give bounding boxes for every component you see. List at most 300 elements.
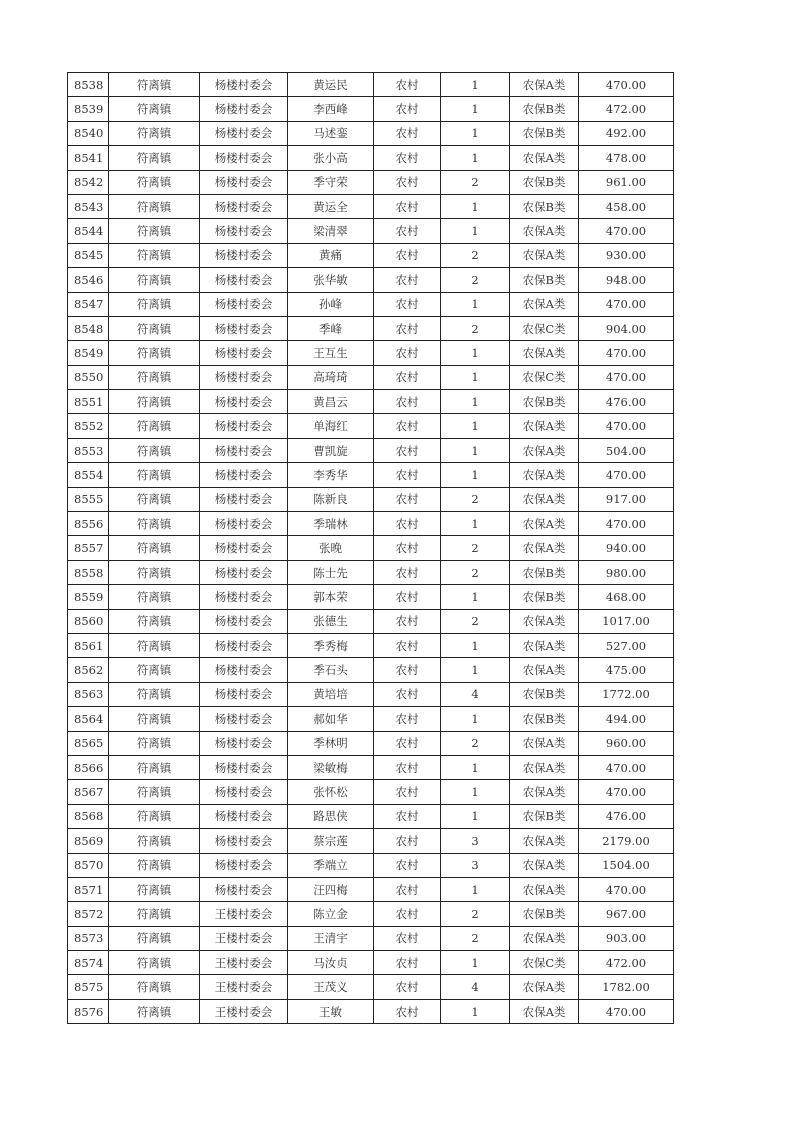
person-name-cell: 马汝贞 [288,951,374,975]
table-row [68,438,674,462]
amount-cell: 948.00 [579,268,674,292]
person-name-cell: 马述銮 [288,121,374,145]
town-cell: 符离镇 [109,609,200,633]
area-type-cell: 农村 [374,121,441,145]
person-name-cell: 高琦琦 [288,365,374,389]
town-cell: 符离镇 [109,926,200,950]
town-cell: 符离镇 [109,853,200,877]
insurance-category-cell: 农保A类 [510,731,579,755]
person-name-cell: 黄昌云 [288,390,374,414]
town-cell: 符离镇 [109,536,200,560]
insurance-category-cell: 农保B类 [510,585,579,609]
town-cell: 符离镇 [109,633,200,657]
area-type-cell: 农村 [374,829,441,853]
village-committee-cell: 杨楼村委会 [200,390,288,414]
insurance-category-cell: 农保B类 [510,560,579,584]
amount-cell: 917.00 [579,487,674,511]
data-table [67,72,674,1024]
household-size-cell: 1 [441,512,510,536]
person-name-cell: 季峰 [288,316,374,340]
household-size-cell: 3 [441,853,510,877]
insurance-category-cell: 农保A类 [510,536,579,560]
area-type-cell: 农村 [374,219,441,243]
household-size-cell: 1 [441,804,510,828]
town-cell: 符离镇 [109,951,200,975]
table-row [68,633,674,657]
amount-cell: 468.00 [579,585,674,609]
amount-cell: 470.00 [579,341,674,365]
person-name-cell: 张华敏 [288,268,374,292]
village-committee-cell: 王楼村委会 [200,902,288,926]
household-size-cell: 1 [441,219,510,243]
amount-cell: 492.00 [579,121,674,145]
town-cell: 符离镇 [109,194,200,218]
amount-cell: 527.00 [579,633,674,657]
amount-cell: 472.00 [579,951,674,975]
person-name-cell: 张德生 [288,609,374,633]
insurance-category-cell: 农保A类 [510,853,579,877]
area-type-cell: 农村 [374,512,441,536]
person-name-cell: 单海红 [288,414,374,438]
person-name-cell: 蔡宗莲 [288,829,374,853]
town-cell: 符离镇 [109,390,200,414]
area-type-cell: 农村 [374,926,441,950]
row-number-cell: 8564 [68,707,109,731]
amount-cell: 470.00 [579,755,674,779]
household-size-cell: 1 [441,121,510,145]
person-name-cell: 郭本荣 [288,585,374,609]
person-name-cell: 梁敏梅 [288,755,374,779]
row-number-cell: 8571 [68,877,109,901]
row-number-cell: 8548 [68,316,109,340]
village-committee-cell: 杨楼村委会 [200,853,288,877]
row-number-cell: 8573 [68,926,109,950]
amount-cell: 903.00 [579,926,674,950]
area-type-cell: 农村 [374,463,441,487]
table-row [68,512,674,536]
row-number-cell: 8576 [68,999,109,1023]
row-number-cell: 8563 [68,682,109,706]
person-name-cell: 陈新良 [288,487,374,511]
household-size-cell: 2 [441,902,510,926]
household-size-cell: 1 [441,658,510,682]
person-name-cell: 郝如华 [288,707,374,731]
area-type-cell: 农村 [374,853,441,877]
amount-cell: 504.00 [579,438,674,462]
table-row [68,902,674,926]
table-row [68,585,674,609]
row-number-cell: 8541 [68,146,109,170]
person-name-cell: 季端立 [288,853,374,877]
insurance-category-cell: 农保B类 [510,170,579,194]
person-name-cell: 季守荣 [288,170,374,194]
row-number-cell: 8538 [68,73,109,97]
village-committee-cell: 杨楼村委会 [200,243,288,267]
insurance-category-cell: 农保A类 [510,292,579,316]
row-number-cell: 8560 [68,609,109,633]
village-committee-cell: 杨楼村委会 [200,438,288,462]
amount-cell: 470.00 [579,512,674,536]
insurance-category-cell: 农保A类 [510,463,579,487]
row-number-cell: 8542 [68,170,109,194]
area-type-cell: 农村 [374,365,441,389]
town-cell: 符离镇 [109,219,200,243]
area-type-cell: 农村 [374,585,441,609]
insurance-category-cell: 农保A类 [510,487,579,511]
table-row [68,731,674,755]
area-type-cell: 农村 [374,268,441,292]
household-size-cell: 4 [441,682,510,706]
table-row [68,609,674,633]
area-type-cell: 农村 [374,170,441,194]
amount-cell: 904.00 [579,316,674,340]
amount-cell: 961.00 [579,170,674,194]
table-row [68,658,674,682]
household-size-cell: 1 [441,97,510,121]
row-number-cell: 8546 [68,268,109,292]
household-size-cell: 1 [441,390,510,414]
row-number-cell: 8554 [68,463,109,487]
amount-cell: 470.00 [579,365,674,389]
area-type-cell: 农村 [374,560,441,584]
town-cell: 符离镇 [109,829,200,853]
village-committee-cell: 杨楼村委会 [200,682,288,706]
table-row [68,243,674,267]
table-row [68,853,674,877]
amount-cell: 458.00 [579,194,674,218]
amount-cell: 470.00 [579,999,674,1023]
insurance-category-cell: 农保C类 [510,365,579,389]
town-cell: 符离镇 [109,243,200,267]
area-type-cell: 农村 [374,951,441,975]
area-type-cell: 农村 [374,755,441,779]
village-committee-cell: 杨楼村委会 [200,633,288,657]
person-name-cell: 陈立金 [288,902,374,926]
insurance-category-cell: 农保A类 [510,999,579,1023]
person-name-cell: 陈士先 [288,560,374,584]
person-name-cell: 黄运民 [288,73,374,97]
area-type-cell: 农村 [374,633,441,657]
insurance-category-cell: 农保A类 [510,926,579,950]
table-row [68,780,674,804]
area-type-cell: 农村 [374,146,441,170]
table-row [68,560,674,584]
household-size-cell: 1 [441,755,510,779]
household-size-cell: 4 [441,975,510,999]
row-number-cell: 8568 [68,804,109,828]
area-type-cell: 农村 [374,414,441,438]
town-cell: 符离镇 [109,755,200,779]
row-number-cell: 8547 [68,292,109,316]
area-type-cell: 农村 [374,390,441,414]
area-type-cell: 农村 [374,682,441,706]
household-size-cell: 1 [441,194,510,218]
town-cell: 符离镇 [109,560,200,584]
area-type-cell: 农村 [374,341,441,365]
row-number-cell: 8555 [68,487,109,511]
row-number-cell: 8572 [68,902,109,926]
table-row [68,170,674,194]
household-size-cell: 1 [441,463,510,487]
area-type-cell: 农村 [374,999,441,1023]
town-cell: 符离镇 [109,73,200,97]
household-size-cell: 1 [441,707,510,731]
area-type-cell: 农村 [374,438,441,462]
insurance-category-cell: 农保B类 [510,902,579,926]
village-committee-cell: 杨楼村委会 [200,292,288,316]
table-row [68,999,674,1023]
insurance-category-cell: 农保A类 [510,755,579,779]
town-cell: 符离镇 [109,658,200,682]
table-row [68,268,674,292]
person-name-cell: 曹凯旋 [288,438,374,462]
row-number-cell: 8565 [68,731,109,755]
village-committee-cell: 王楼村委会 [200,926,288,950]
household-size-cell: 1 [441,73,510,97]
amount-cell: 470.00 [579,73,674,97]
household-size-cell: 1 [441,341,510,365]
household-size-cell: 2 [441,731,510,755]
insurance-category-cell: 农保C类 [510,951,579,975]
village-committee-cell: 杨楼村委会 [200,316,288,340]
person-name-cell: 王敏 [288,999,374,1023]
village-committee-cell: 杨楼村委会 [200,463,288,487]
person-name-cell: 李秀华 [288,463,374,487]
insurance-category-cell: 农保A类 [510,975,579,999]
insurance-category-cell: 农保B类 [510,97,579,121]
insurance-category-cell: 农保B类 [510,194,579,218]
person-name-cell: 路思侠 [288,804,374,828]
town-cell: 符离镇 [109,975,200,999]
village-committee-cell: 杨楼村委会 [200,536,288,560]
household-size-cell: 2 [441,926,510,950]
insurance-category-cell: 农保A类 [510,438,579,462]
row-number-cell: 8545 [68,243,109,267]
table-row [68,804,674,828]
town-cell: 符离镇 [109,512,200,536]
village-committee-cell: 杨楼村委会 [200,707,288,731]
insurance-category-cell: 农保A类 [510,73,579,97]
row-number-cell: 8556 [68,512,109,536]
area-type-cell: 农村 [374,731,441,755]
household-size-cell: 2 [441,609,510,633]
area-type-cell: 农村 [374,292,441,316]
row-number-cell: 8553 [68,438,109,462]
row-number-cell: 8566 [68,755,109,779]
row-number-cell: 8559 [68,585,109,609]
household-size-cell: 1 [441,585,510,609]
household-size-cell: 1 [441,999,510,1023]
amount-cell: 470.00 [579,292,674,316]
table-row [68,536,674,560]
table-row [68,414,674,438]
household-size-cell: 3 [441,829,510,853]
village-committee-cell: 杨楼村委会 [200,731,288,755]
town-cell: 符离镇 [109,341,200,365]
amount-cell: 2179.00 [579,829,674,853]
amount-cell: 940.00 [579,536,674,560]
amount-cell: 494.00 [579,707,674,731]
village-committee-cell: 杨楼村委会 [200,804,288,828]
table-row [68,390,674,414]
town-cell: 符离镇 [109,316,200,340]
person-name-cell: 张小高 [288,146,374,170]
village-committee-cell: 杨楼村委会 [200,487,288,511]
insurance-category-cell: 农保B类 [510,390,579,414]
village-committee-cell: 王楼村委会 [200,951,288,975]
town-cell: 符离镇 [109,804,200,828]
insurance-category-cell: 农保C类 [510,316,579,340]
row-number-cell: 8575 [68,975,109,999]
row-number-cell: 8562 [68,658,109,682]
town-cell: 符离镇 [109,487,200,511]
table-row [68,463,674,487]
table-row [68,682,674,706]
person-name-cell: 黄痛 [288,243,374,267]
village-committee-cell: 杨楼村委会 [200,877,288,901]
row-number-cell: 8543 [68,194,109,218]
person-name-cell: 季石头 [288,658,374,682]
area-type-cell: 农村 [374,73,441,97]
insurance-category-cell: 农保A类 [510,829,579,853]
table-row [68,146,674,170]
village-committee-cell: 杨楼村委会 [200,512,288,536]
amount-cell: 1772.00 [579,682,674,706]
person-name-cell: 黄运全 [288,194,374,218]
household-size-cell: 1 [441,414,510,438]
person-name-cell: 王清宇 [288,926,374,950]
town-cell: 符离镇 [109,170,200,194]
insurance-category-cell: 农保A类 [510,512,579,536]
village-committee-cell: 杨楼村委会 [200,73,288,97]
amount-cell: 472.00 [579,97,674,121]
person-name-cell: 王互生 [288,341,374,365]
town-cell: 符离镇 [109,365,200,389]
town-cell: 符离镇 [109,438,200,462]
amount-cell: 475.00 [579,658,674,682]
insurance-category-cell: 农保B类 [510,804,579,828]
row-number-cell: 8558 [68,560,109,584]
town-cell: 符离镇 [109,146,200,170]
town-cell: 符离镇 [109,707,200,731]
person-name-cell: 黄培培 [288,682,374,706]
insurance-category-cell: 农保A类 [510,341,579,365]
table-row [68,829,674,853]
insurance-category-cell: 农保A类 [510,633,579,657]
village-committee-cell: 杨楼村委会 [200,194,288,218]
row-number-cell: 8557 [68,536,109,560]
village-committee-cell: 杨楼村委会 [200,170,288,194]
amount-cell: 1782.00 [579,975,674,999]
area-type-cell: 农村 [374,707,441,731]
row-number-cell: 8574 [68,951,109,975]
village-committee-cell: 杨楼村委会 [200,341,288,365]
amount-cell: 476.00 [579,804,674,828]
insurance-category-cell: 农保A类 [510,146,579,170]
area-type-cell: 农村 [374,536,441,560]
person-name-cell: 张怀松 [288,780,374,804]
household-size-cell: 1 [441,438,510,462]
row-number-cell: 8539 [68,97,109,121]
household-size-cell: 2 [441,268,510,292]
town-cell: 符离镇 [109,121,200,145]
village-committee-cell: 杨楼村委会 [200,97,288,121]
insurance-category-cell: 农保A类 [510,780,579,804]
row-number-cell: 8540 [68,121,109,145]
town-cell: 符离镇 [109,414,200,438]
person-name-cell: 李西峰 [288,97,374,121]
row-number-cell: 8561 [68,633,109,657]
village-committee-cell: 杨楼村委会 [200,219,288,243]
row-number-cell: 8550 [68,365,109,389]
area-type-cell: 农村 [374,877,441,901]
area-type-cell: 农村 [374,487,441,511]
table-row [68,365,674,389]
town-cell: 符离镇 [109,999,200,1023]
insurance-category-cell: 农保A类 [510,658,579,682]
person-name-cell: 季秀梅 [288,633,374,657]
table-row [68,487,674,511]
village-committee-cell: 杨楼村委会 [200,585,288,609]
insurance-category-cell: 农保A类 [510,219,579,243]
insurance-category-cell: 农保A类 [510,414,579,438]
village-committee-cell: 杨楼村委会 [200,414,288,438]
town-cell: 符离镇 [109,292,200,316]
village-committee-cell: 杨楼村委会 [200,780,288,804]
area-type-cell: 农村 [374,97,441,121]
household-size-cell: 2 [441,536,510,560]
row-number-cell: 8569 [68,829,109,853]
village-committee-cell: 王楼村委会 [200,999,288,1023]
household-size-cell: 2 [441,316,510,340]
person-name-cell: 孙峰 [288,292,374,316]
table-row [68,951,674,975]
row-number-cell: 8570 [68,853,109,877]
area-type-cell: 农村 [374,804,441,828]
amount-cell: 476.00 [579,390,674,414]
village-committee-cell: 杨楼村委会 [200,268,288,292]
amount-cell: 1504.00 [579,853,674,877]
town-cell: 符离镇 [109,780,200,804]
table-row [68,316,674,340]
row-number-cell: 8567 [68,780,109,804]
person-name-cell: 季林明 [288,731,374,755]
row-number-cell: 8549 [68,341,109,365]
table-row [68,341,674,365]
amount-cell: 470.00 [579,414,674,438]
household-size-cell: 1 [441,780,510,804]
household-size-cell: 1 [441,292,510,316]
amount-cell: 967.00 [579,902,674,926]
village-committee-cell: 杨楼村委会 [200,560,288,584]
table-row [68,292,674,316]
town-cell: 符离镇 [109,97,200,121]
table-row [68,755,674,779]
amount-cell: 1017.00 [579,609,674,633]
table-row [68,194,674,218]
table-row [68,73,674,97]
household-size-cell: 1 [441,951,510,975]
town-cell: 符离镇 [109,463,200,487]
household-size-cell: 1 [441,877,510,901]
town-cell: 符离镇 [109,682,200,706]
village-committee-cell: 王楼村委会 [200,975,288,999]
amount-cell: 470.00 [579,463,674,487]
table-row [68,121,674,145]
row-number-cell: 8552 [68,414,109,438]
insurance-category-cell: 农保A类 [510,877,579,901]
village-committee-cell: 杨楼村委会 [200,658,288,682]
